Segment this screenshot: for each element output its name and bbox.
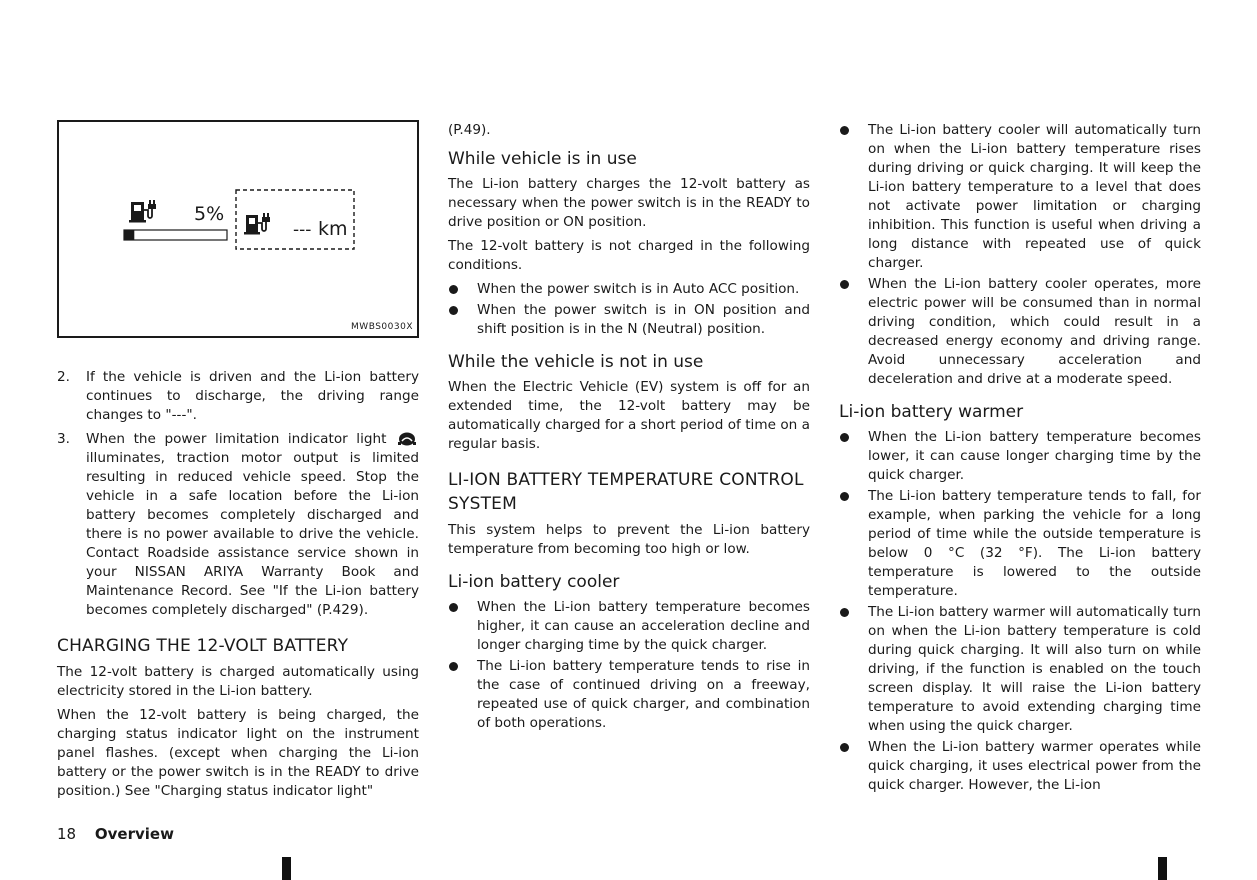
crop-mark xyxy=(1158,857,1167,880)
column-3 xyxy=(839,121,1201,797)
charger-icon-small xyxy=(244,213,270,235)
battery-level-fill xyxy=(124,230,134,240)
paragraph: The Li-ion battery charges the 12-volt battery as necessary when the power switch is in the READY to drive position or ON position. xyxy=(448,176,810,230)
item-number: 3. xyxy=(57,431,70,447)
bullet-icon xyxy=(448,598,477,655)
bullet-icon xyxy=(839,738,868,795)
paragraph: When the Electric Vehicle (EV) system is off for an extended time, the 12-volt battery may be automatically charged for a short period of time on a regular basis. xyxy=(448,379,810,452)
page-number: 18 xyxy=(57,825,77,843)
bullet-icon xyxy=(839,603,868,736)
section-name: Overview xyxy=(94,825,174,843)
bullet-icon xyxy=(839,275,868,389)
list-item: When the Li-ion battery temperature becomes higher, it can cause an acceleration decline and longer charging time by the quick charger. xyxy=(448,598,810,655)
subheading: Li-ion battery warmer xyxy=(839,402,1024,422)
bullet-icon xyxy=(448,657,477,733)
list-item: The Li-ion battery cooler will automatically turn on when the Li-ion battery temperature rises during driving or quick charging. It will keep the Li-ion battery temperature to a level that does not activate power limitation or charging inhibition. This function is useful when driving a long distance with repeated use of quick charger. xyxy=(839,121,1201,273)
list-item xyxy=(57,368,419,425)
section-heading: LI-ION BATTERY TEMPERATURE CONTROL SYSTEM xyxy=(448,470,804,514)
paragraph: (P.49). xyxy=(448,122,491,138)
item-text: If the vehicle is driven and the Li-ion battery continues to discharge, the driving range changes to "---". xyxy=(86,369,419,423)
column-1 xyxy=(57,368,419,806)
figure-code: MWBS0030X xyxy=(351,322,413,332)
page-footer xyxy=(57,825,174,843)
list-item: When the power switch is in ON position and shift position is in the N (Neutral) position. xyxy=(448,301,810,339)
subheading: While vehicle is in use xyxy=(448,149,637,169)
list-item: When the power switch is in Auto ACC position. xyxy=(448,280,810,299)
paragraph: When the 12-volt battery is being charged, the charging status indicator light on the instrument panel flashes. (except when charging the Li-ion battery or the power switch is in the READY to drive position.) See "Charging status indicator light" xyxy=(57,707,419,799)
bullet-icon xyxy=(448,301,477,339)
paragraph: This system helps to prevent the Li-ion battery temperature from becoming too high or low. xyxy=(448,522,810,557)
item-number: 2. xyxy=(57,369,70,385)
range-value: --- xyxy=(293,220,312,240)
battery-percent: 5% xyxy=(194,203,225,225)
list-item: The Li-ion battery temperature tends to rise in the case of continued driving on a freeway, repeated use of quick charger, and combination of both operations. xyxy=(448,657,810,733)
list-item: The Li-ion battery warmer will automatically turn on when the Li-ion battery temperature is cold during quick charging. It will also turn on while driving, if the function is enabled on the touch screen display. It will raise the Li-ion battery temperature to avoid extending charging time when using the quick charger. xyxy=(839,603,1201,736)
subheading: While the vehicle is not in use xyxy=(448,352,704,372)
list-item: The Li-ion battery temperature tends to fall, for example, when parking the vehicle for a long period of time while the outside temperature is below 0 °C (32 °F). The Li-ion battery temperature is lowered to the outside temperature. xyxy=(839,487,1201,601)
charger-icon xyxy=(129,200,156,223)
bullet-icon xyxy=(839,428,868,485)
battery-level-bar xyxy=(124,230,227,240)
paragraph: The 12-volt battery is charged automatically using electricity stored in the Li-ion battery. xyxy=(57,664,419,699)
list-item: When the Li-ion battery warmer operates while quick charging, it uses electrical power from the quick charger. However, the Li-ion xyxy=(839,738,1201,795)
crop-mark xyxy=(282,857,291,880)
bullet-icon xyxy=(448,280,477,299)
paragraph: The 12-volt battery is not charged in the following conditions. xyxy=(448,238,810,273)
list-item: When the Li-ion battery temperature becomes lower, it can cause longer charging time by the quick charger. xyxy=(839,428,1201,485)
section-heading: CHARGING THE 12-VOLT BATTERY xyxy=(57,636,349,656)
range-display-illustration xyxy=(59,122,417,336)
bullet-icon xyxy=(839,121,868,273)
bullet-icon xyxy=(839,487,868,601)
list-item xyxy=(57,430,419,620)
item-text-part: illuminates, traction motor output is limited resulting in reduced vehicle speed. Stop the vehicle in a safe location before the Li-ion battery becomes completely discharged and there is no power available to drive the vehicle. Contact Roadside assistance service shown in your NISSAN ARIYA Warranty Book and Maintenance Record. See "If the Li-ion battery becomes completely discharged" (P.429). xyxy=(86,450,419,618)
column-2 xyxy=(448,121,810,735)
item-text-part: When the power limitation indicator light xyxy=(86,431,387,447)
list-item: When the Li-ion battery cooler operates, more electric power will be consumed than in normal driving condition, which could result in a decreased energy economy and driving range. Avoid unnecessary acceleration and deceleration and drive at a moderate speed. xyxy=(839,275,1201,389)
power-limitation-icon xyxy=(395,431,419,447)
range-unit: km xyxy=(318,218,348,240)
subheading: Li-ion battery cooler xyxy=(448,572,620,592)
item-text xyxy=(86,430,419,620)
range-display-figure xyxy=(57,120,419,338)
